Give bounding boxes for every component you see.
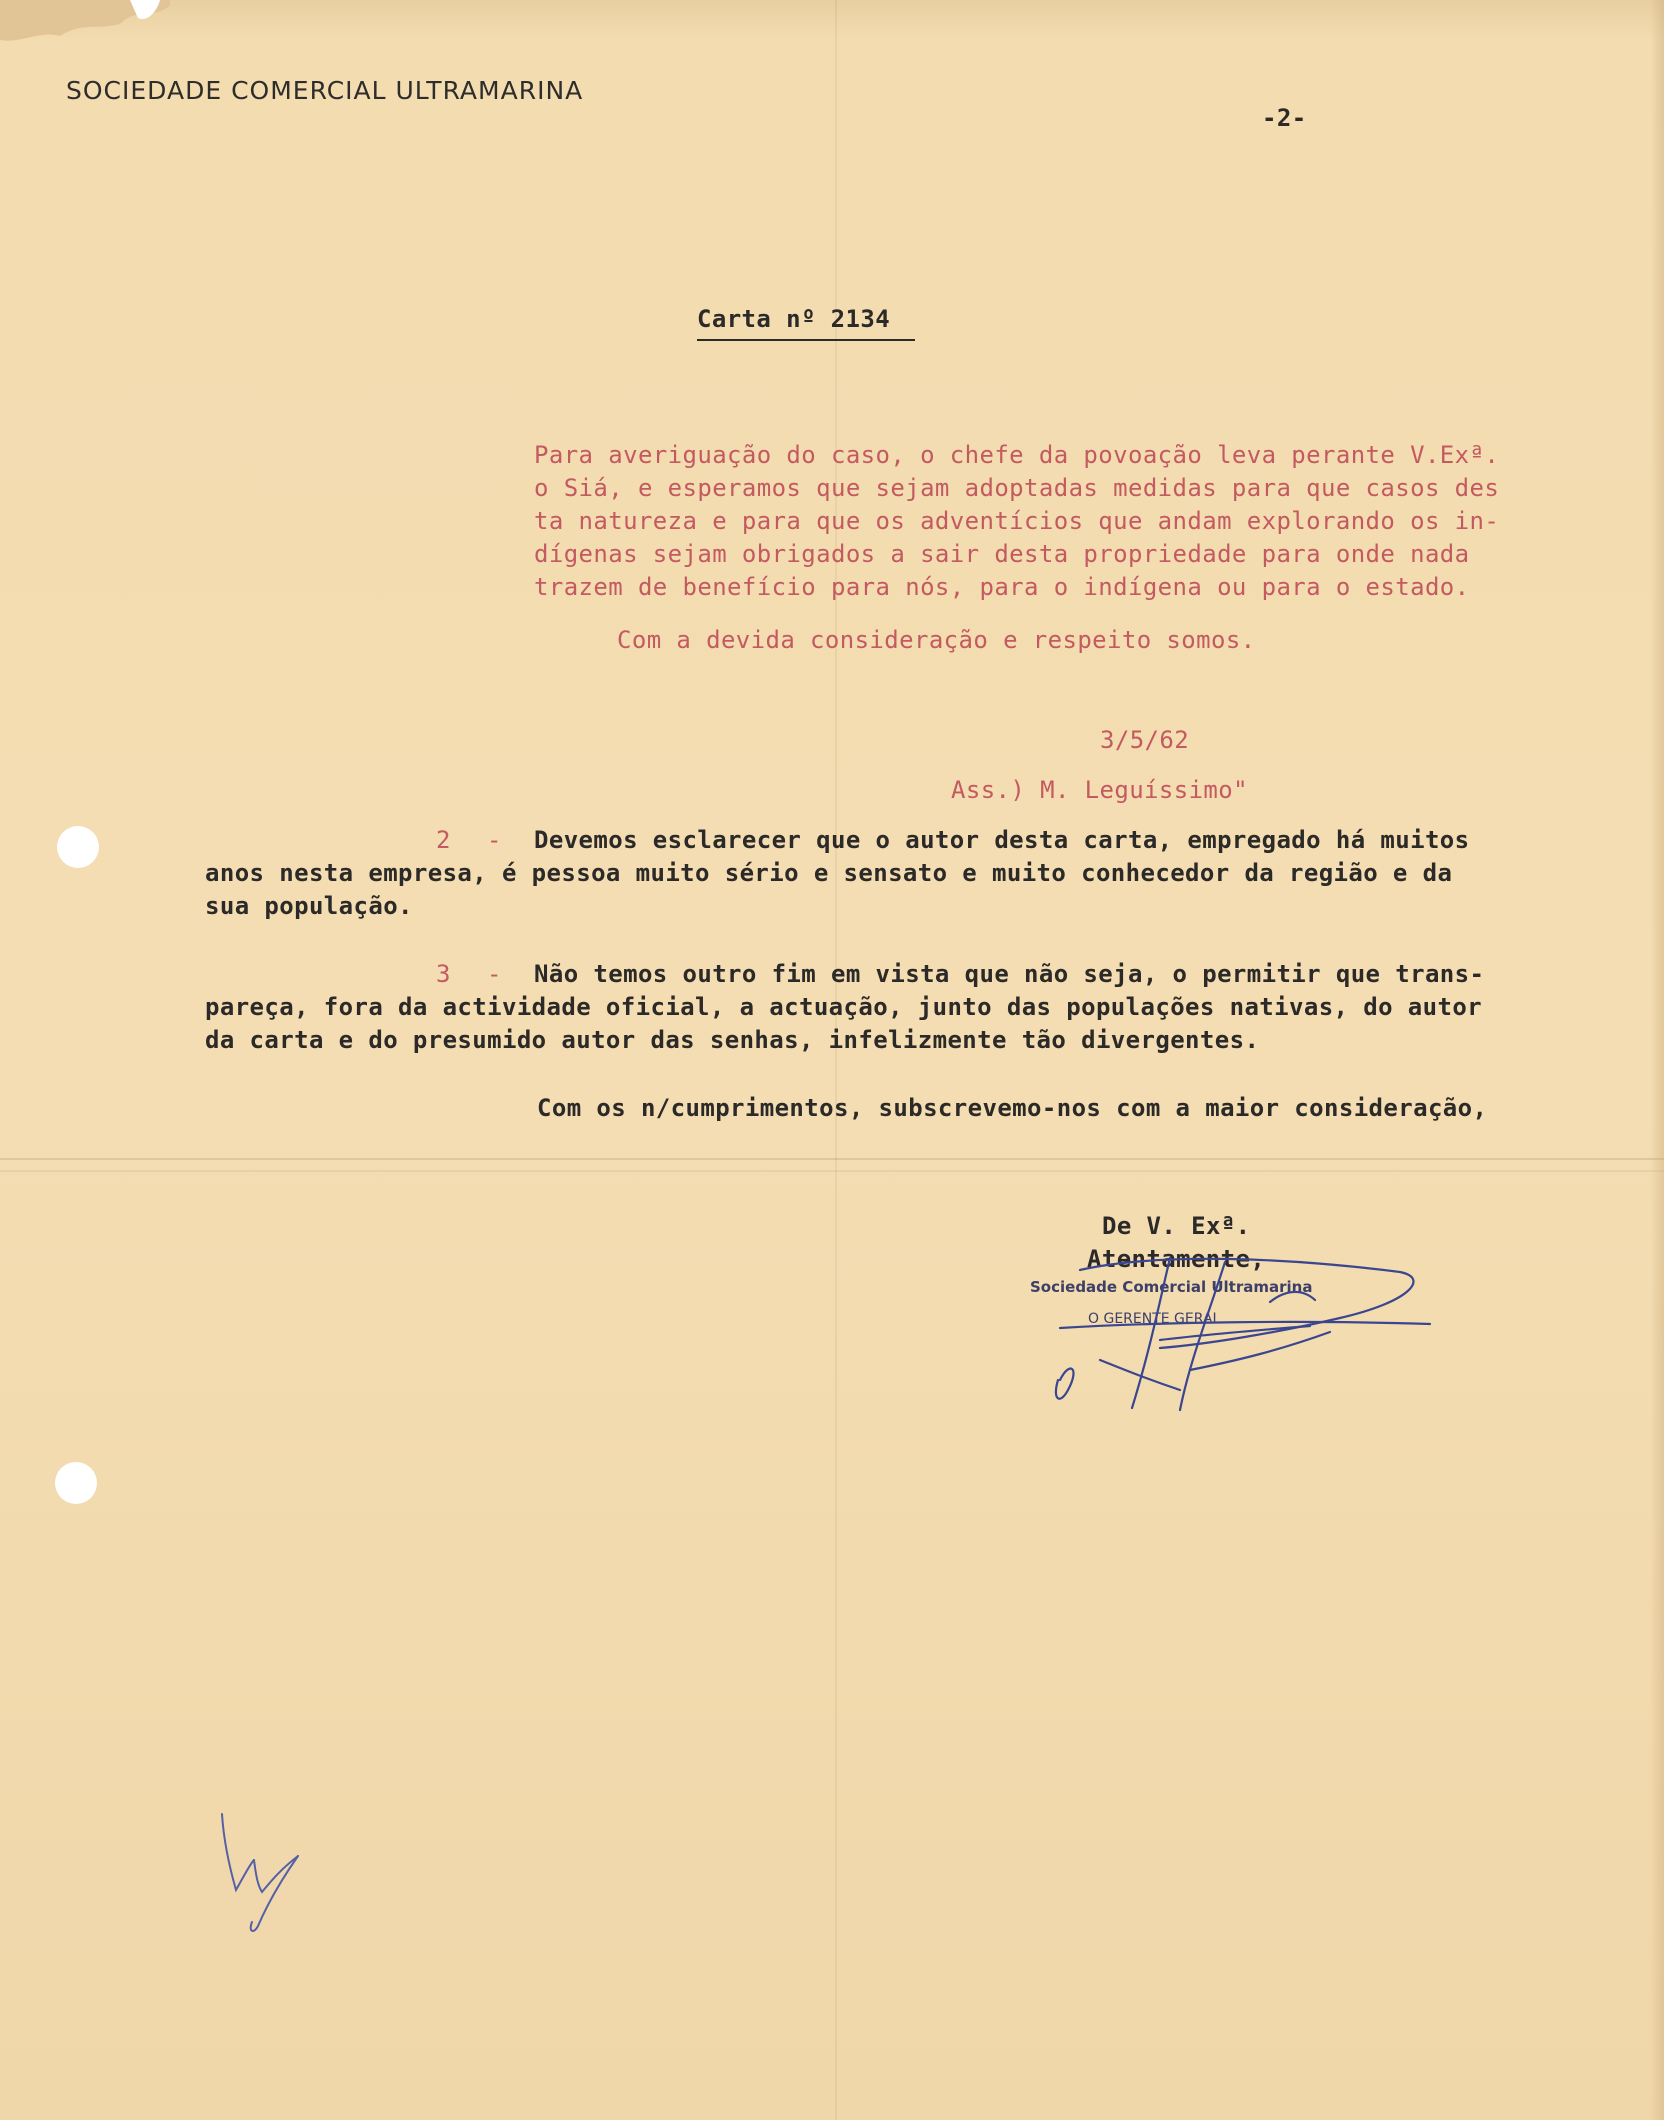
closing-line: Com os n/cumprimentos, subscrevemo-nos com a maior consideração, [537, 1094, 1488, 1122]
paragraph-line: anos nesta empresa, é pessoa muito sério e sensato e muito conhecedor da região e da [205, 859, 1453, 887]
handwritten-signature [1040, 1240, 1440, 1420]
quoted-line: trazem de benefício para nós, para o indígena ou para o estado. [534, 573, 1470, 601]
quoted-closing: Com a devida consideração e respeito somos. [617, 626, 1256, 654]
fold-line [0, 1170, 1664, 1172]
salutation-line: De V. Exª. [1102, 1212, 1251, 1240]
paragraph-dash: - [487, 826, 502, 854]
quoted-line: Para averiguação do caso, o chefe da povoação leva perante V.Exª. [534, 441, 1500, 469]
letterhead: SOCIEDADE COMERCIAL ULTRAMARINA [66, 76, 584, 105]
torn-corner [0, 0, 170, 50]
title-underline [697, 339, 915, 341]
quoted-signature: Ass.) M. Leguíssimo" [951, 776, 1248, 804]
letter-title: Carta nº 2134 [697, 305, 891, 333]
punch-hole [55, 1462, 97, 1504]
company-stamp: Sociedade Comercial Ultramarina [1030, 1278, 1313, 1296]
fold-line [0, 1158, 1664, 1160]
paragraph-dash: - [487, 960, 502, 988]
handwritten-initial [214, 1806, 304, 1936]
paragraph-line: Devemos esclarecer que o autor desta carta, empregado há muitos [534, 826, 1470, 854]
paragraph-number: 2 [436, 826, 451, 854]
paragraph-line: da carta e do presumido autor das senhas, infelizmente tão divergentes. [205, 1026, 1260, 1054]
quoted-date: 3/5/62 [1100, 726, 1190, 754]
quoted-line: dígenas sejam obrigados a sair desta propriedade para onde nada [534, 540, 1470, 568]
paragraph-number: 3 [436, 960, 451, 988]
stamp-title: O GERENTE GERAL [1088, 1311, 1221, 1327]
paper-edge [1650, 0, 1664, 2120]
quoted-line: ta natureza e para que os adventícios que andam explorando os in- [534, 507, 1500, 535]
paragraph-line: Não temos outro fim em vista que não seja, o permitir que trans- [534, 960, 1485, 988]
paragraph-line: pareça, fora da actividade oficial, a actuação, junto das populações nativas, do autor [205, 993, 1483, 1021]
salutation-line: Atentamente, [1087, 1245, 1266, 1273]
page-number: -2- [1262, 104, 1307, 132]
punch-hole [57, 826, 99, 868]
quoted-line: o Siá, e esperamos que sejam adoptadas medidas para que casos des [534, 474, 1500, 502]
paragraph-line: sua população. [205, 892, 413, 920]
